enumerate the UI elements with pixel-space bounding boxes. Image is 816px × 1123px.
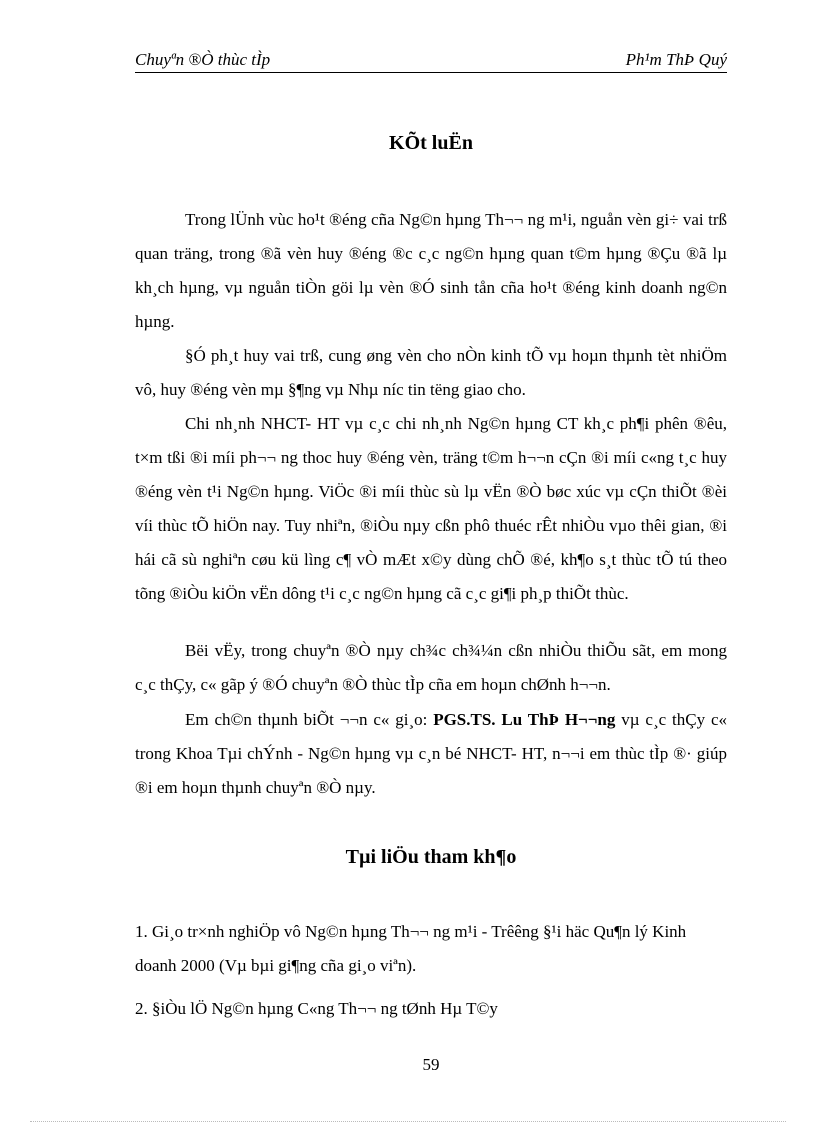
acknowledgement-after: vµ c¸c thÇy c« trong Khoa Tµi chÝnh - Ng©n hµng vµ c¸n bé NHCT- HT, n¬¬i em thùc tÌp ®· giúp ®i em hoµn thµnh chuyªn ®Ò nµy. xyxy=(135,710,727,797)
reference-text: 1. Gi¸o tr×nh nghiÖp vô Ng©n hµng Th¬¬ ng m¹i - Trêêng §¹i häc Qu¶n lý Kinh doanh 2000 (Vµ bµi gi¶ng cña gi¸o viªn). xyxy=(135,922,687,975)
conclusion-paragraph-2 xyxy=(135,339,727,407)
advisor-name: PGS.TS. Lu ThÞ H¬¬ng xyxy=(433,710,616,729)
paragraph-text: Chi nh¸nh NHCT- HT vµ c¸c chi nh¸nh Ng©n hµng CT kh¸c ph¶i phên ®êu, t×m tßi ®i míi ph¬¬ ng thoc huy ®éng vèn, träng t©m h¬¬n cÇn ®i míi c«ng t¸c huy ®éng vèn t¹i Ng©n hµng. ViÖc ®i míi thùc sù lµ vËn ®Ò bøc xúc vµ cÇn thiÕt ®èi víi thùc tÕ hiÖn nay. Tuy nhiªn, ®iÒu nµy cßn phô thuéc rÊt nhiÒu vµo thêi gian, ®i hái cã sù nghiªn cøu kü lìng c¶ vÒ mÆt x©y dùng chÕ ®é, kh¶o s¸t thùc tÕ tú theo tõng ®iÒu kiÖn vËn dông t¹i c¸c ng©n hµng cã c¸c gi¶i ph¸p thiÕt thùc. xyxy=(135,414,727,603)
page-bottom-divider xyxy=(30,1121,786,1122)
reference-item-2 xyxy=(135,992,727,1026)
page-header xyxy=(135,50,727,73)
conclusion-paragraph-3 xyxy=(135,407,727,611)
header-chapter-title: Chuyªn ®Ò thùc tÌp xyxy=(135,50,271,69)
acknowledgement-before: Em ch©n thµnh biÕt ¬¬n c« gi¸o: xyxy=(185,710,434,729)
acknowledgement-paragraph xyxy=(135,703,727,805)
paragraph-text: Trong lÜnh vùc ho¹t ®éng cña Ng©n hµng Th¬¬ ng m¹i, nguån vèn gi÷ vai trß quan träng, trong ®ã vèn huy ®éng ®c c¸c ng©n hµng quan t©m hµng ®Çu ®ã lµ kh¸ch hµng, vµ nguån tiÒn göi lµ vèn ®Ó sinh tån cña ho¹t ®éng kinh doanh ng©n hµng. xyxy=(135,210,727,331)
header-author-name: Ph¹m ThÞ Quý xyxy=(625,50,727,69)
conclusion-title: KÕt luËn xyxy=(389,132,473,154)
page-number: 59 xyxy=(422,1055,440,1074)
reference-text: 2. §iÒu lÖ Ng©n hµng C«ng Th¬¬ ng tØnh Hµ T©y xyxy=(135,999,498,1018)
paragraph-text: Bëi vËy, trong chuyªn ®Ò nµy ch¾c ch¾¼n cßn nhiÒu thiÕu sãt, em mong c¸c thÇy, c« gãp ý ®Ó chuyªn ®Ò thùc tÌp cña em hoµn chØnh h¬¬n. xyxy=(135,641,727,694)
conclusion-paragraph-4 xyxy=(135,634,727,702)
acknowledgement-text xyxy=(135,703,727,805)
paragraph-text: §Ó ph¸t huy vai trß, cung øng vèn cho nÒn kinh tÕ vµ hoµn thµnh tèt nhiÖm vô, huy ®éng vèn mµ §¶ng vµ Nhµ níc tin tëng giao cho. xyxy=(135,346,727,399)
reference-item-1 xyxy=(135,915,727,983)
conclusion-paragraph-1 xyxy=(135,203,727,339)
references-title: Tµi liÖu tham kh¶o xyxy=(345,846,517,868)
